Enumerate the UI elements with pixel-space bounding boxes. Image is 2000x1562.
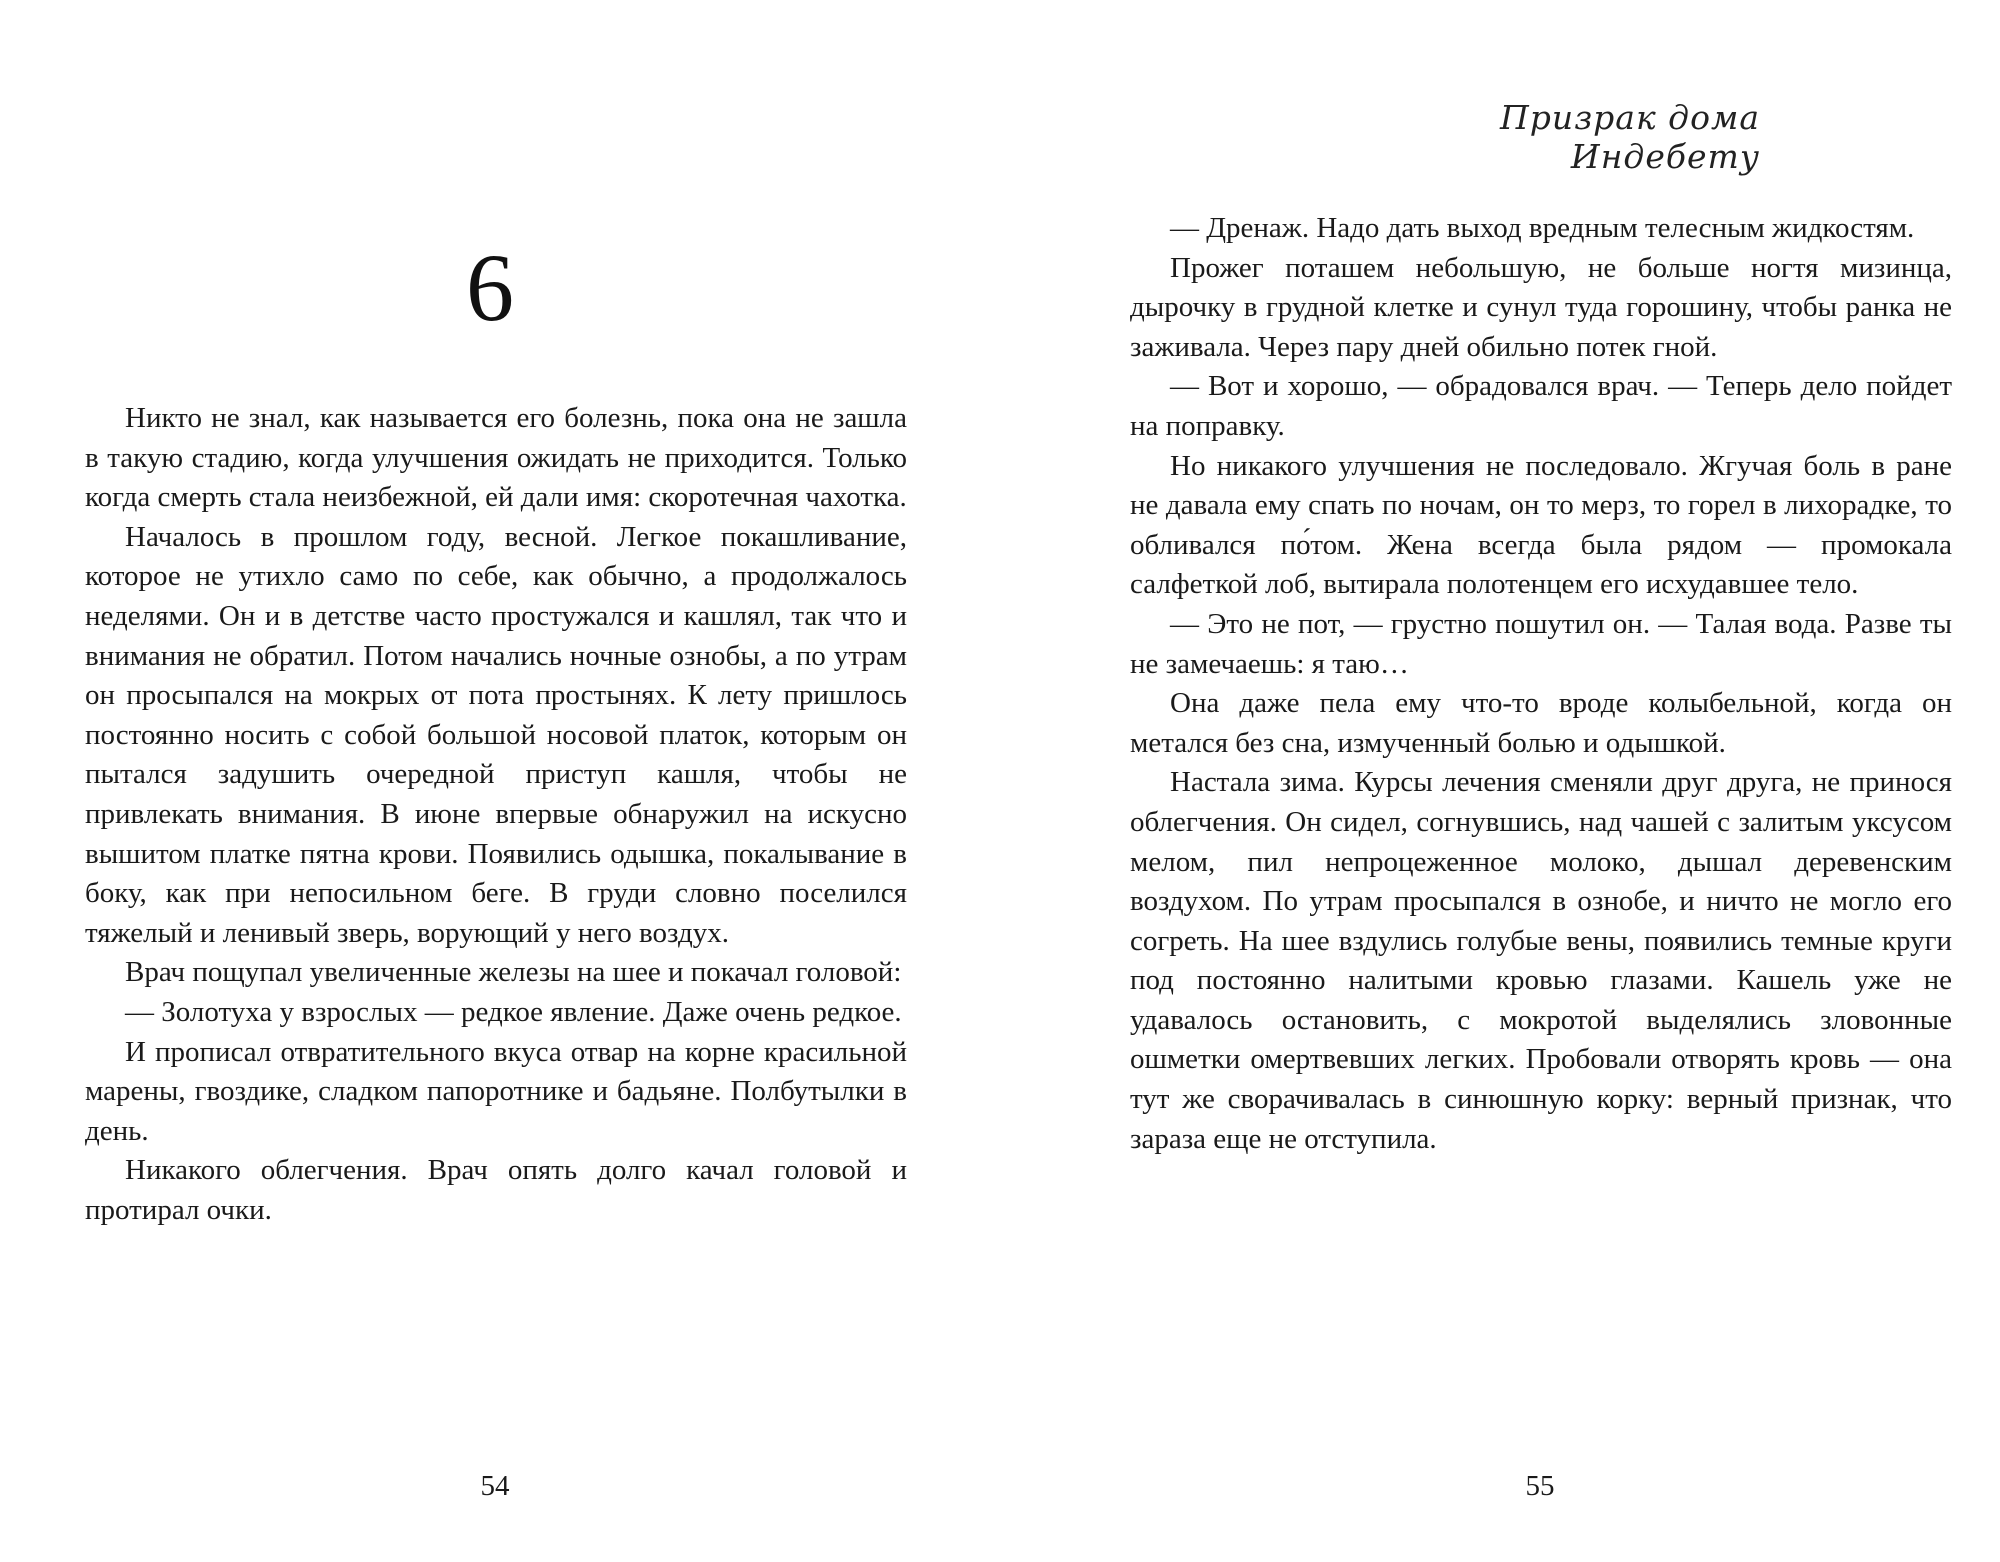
paragraph: Началось в прошлом году, весной. Легкое покашливание, которое не утихло само по себе, как обычно, а продолжалось неделями. Он и в детстве часто простужался и кашлял, так что и внимания не обратил. Потом начались ночные ознобы, а по утрам он просыпался на мокрых от пота простынях. К лету пришлось постоянно носить с собой большой носовой платок, которым он пытался задушить очередной приступ кашля, чтобы не привлекать внимания. В июне впервые обнаружил на искусно вышитом платке пятна крови. Появились одышка, покалывание в боку, как при непосильном беге. В груди словно поселился тяжелый и ленивый зверь, ворующий у него воздух.: [85, 520, 907, 949]
paragraph: Прожег поташем небольшую, не больше ногтя мизинца, дырочку в грудной клетке и сунул туда горошину, чтобы ранка не заживала. Через пару дней обильно потек гной.: [1130, 251, 1952, 363]
paragraph: Она даже пела ему что-то вроде колыбельной, когда он метался без сна, измученный болью и одышкой.: [1130, 687, 1952, 759]
paragraph: — Дренаж. Надо дать выход вредным телесным жидкостям.: [1170, 212, 1915, 244]
paragraph: И прописал отвратительного вкуса отвар на корне красильной марены, гвоздике, сладком папоротнике и бадьяне. Полбутылки в день.: [85, 1035, 907, 1147]
paragraph: Никакого облегчения. Врач опять долго качал головой и протирал очки.: [85, 1154, 907, 1226]
paragraph: Но никакого улучшения не последовало. Жгучая боль в ране не давала ему спать по ночам, он то мерз, то горел в лихорадке, то обливался по́том. Жена всегда была рядом — промокала салфеткой лоб, вытирала полотенцем его исхудавшее тело.: [1130, 449, 1952, 601]
paragraph: Врач пощупал увеличенные железы на шее и покачал головой:: [125, 956, 902, 989]
paragraph: — Вот и хорошо, — обрадовался врач. — Теперь дело пойдет на поправку.: [1130, 370, 1952, 442]
paragraph: — Золотуха у взрослых — редкое явление. Даже очень редкое.: [125, 995, 902, 1028]
paragraph: Настала зима. Курсы лечения сменяли друг друга, не принося облегчения. Он сидел, согнувшись, над чашей с залитым уксусом мелом, пил непроцеженное молоко, дышал деревенским воздухом. По утрам просыпался в ознобе, и ничто не могло его согреть. На шее вздулись голубые вены, появились темные круги под постоянно налитыми кровью глазами. Кашель уже не удавалось остановить, с мокротой выделялись зловонные ошметки омертвевших легких. Пробовали отворять кровь — она тут же сворачивалась в синюшную корку: верный признак, что зараза еще не отступила.: [1130, 766, 1952, 1155]
running-head: Призрак дома Индебету: [1500, 98, 1760, 176]
right-page: [1000, 0, 2000, 1562]
paragraph: — Это не пот, — грустно пошутил он. — Талая вода. Разве ты не замечаешь: я таю…: [1130, 607, 1952, 680]
chapter-number: 6: [466, 234, 514, 341]
right-page-text: [1130, 209, 1952, 1159]
left-page-text: [85, 399, 907, 1230]
paragraph: Никто не знал, как называется его болезнь, пока она не зашла в такую стадию, когда улучшения ожидать не приходится. Только когда смерть стала неизбежной, ей дали имя: скоротечная чахотка.: [85, 402, 907, 514]
page-number: 55: [1525, 1470, 1555, 1502]
page-number: 54: [480, 1470, 510, 1502]
